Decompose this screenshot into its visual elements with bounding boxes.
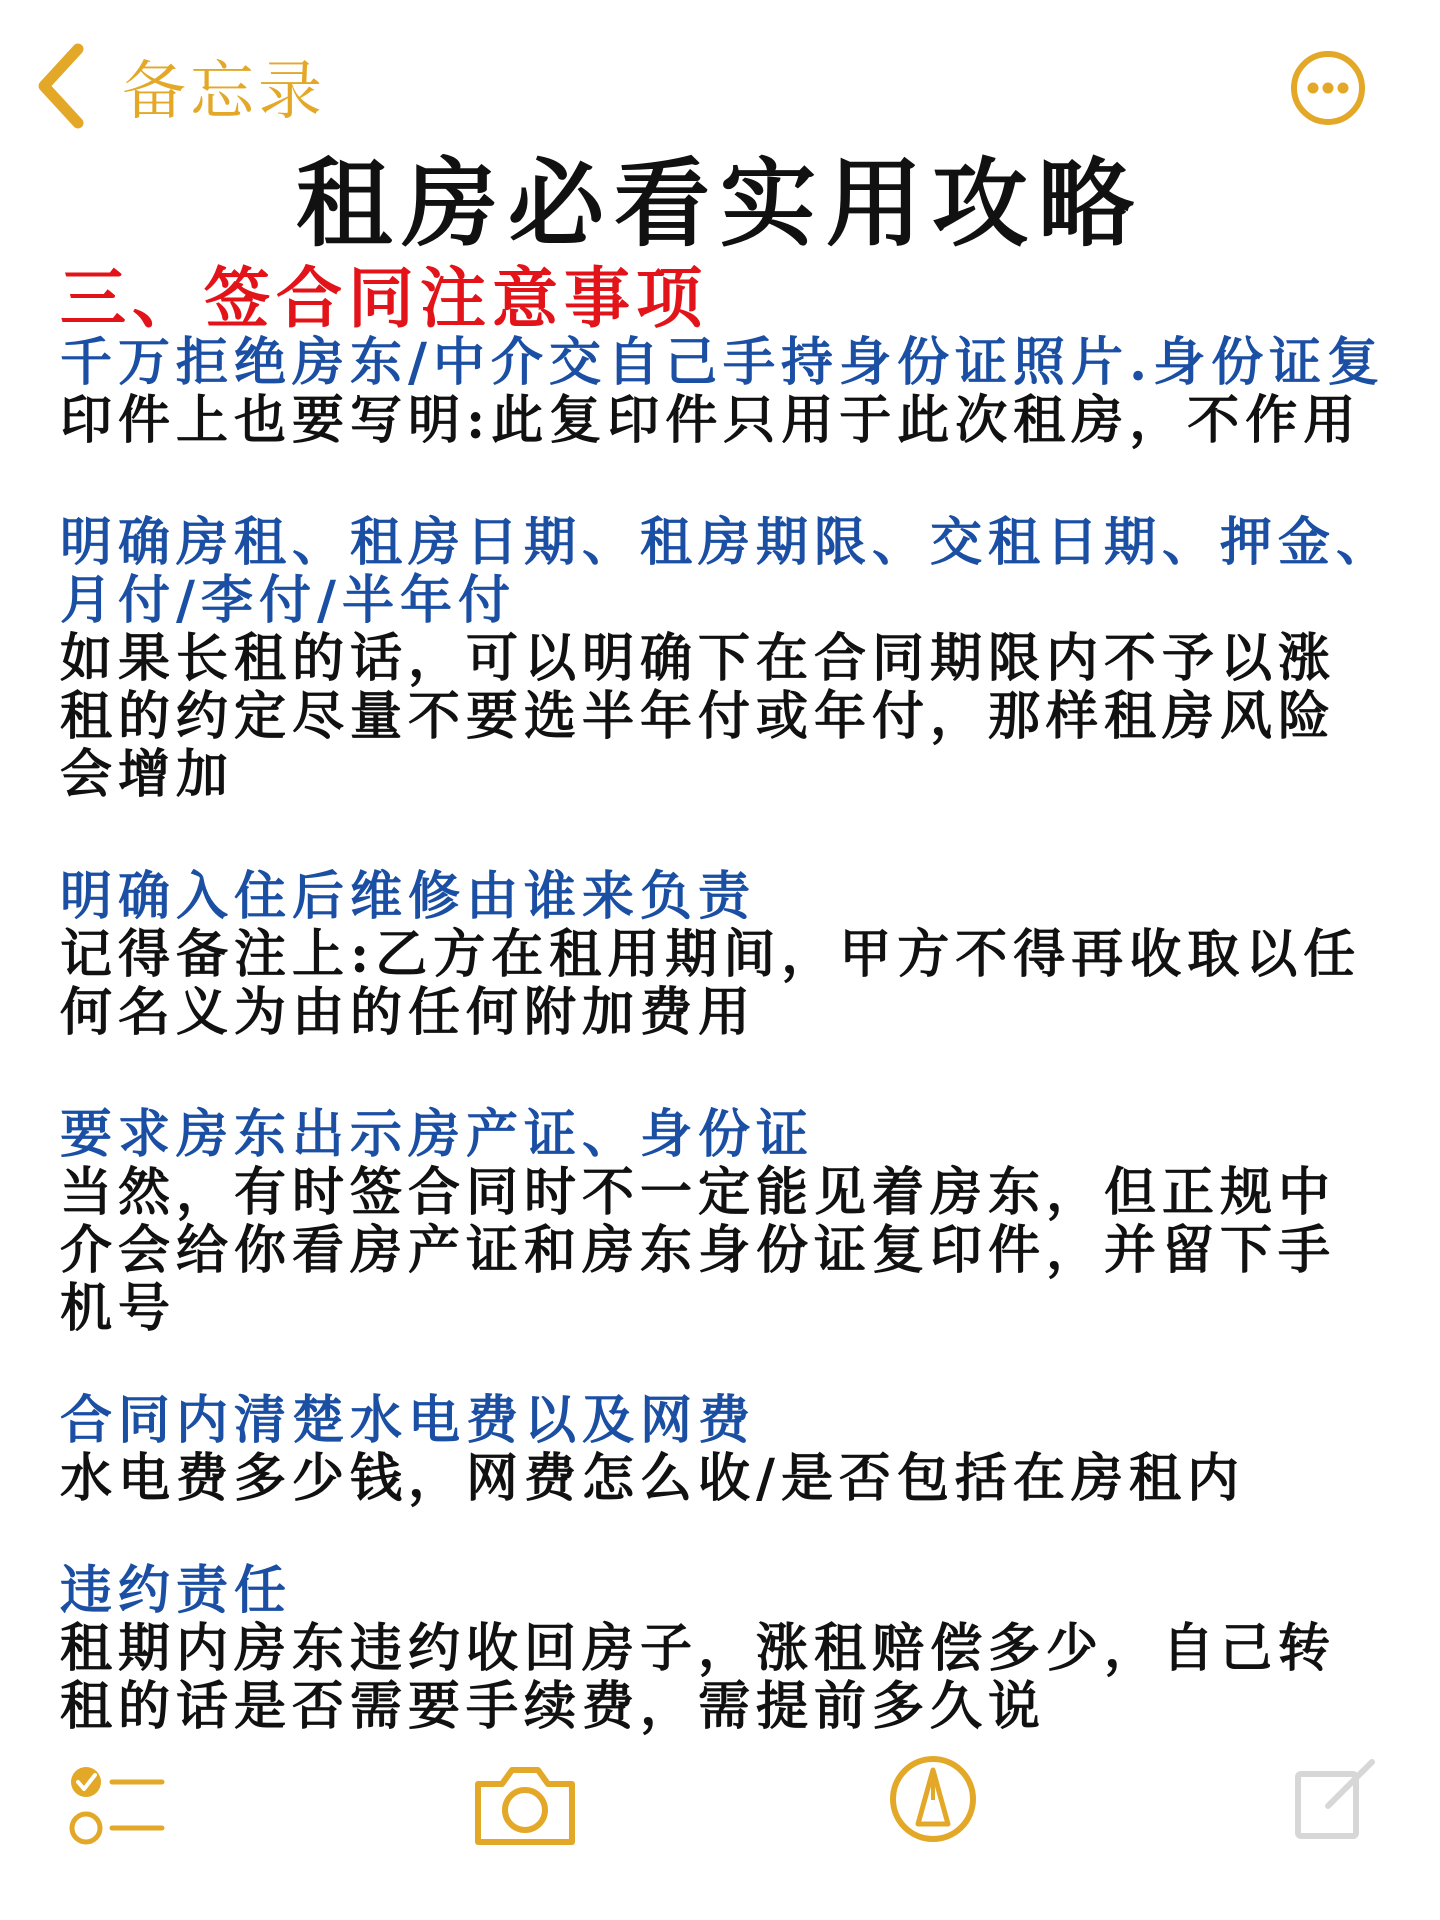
note-content[interactable] (60, 259, 1440, 1737)
block-body-line: 介会给你看房产证和房东身份证复印件，并留下手 (60, 1220, 1337, 1281)
note-blocks (60, 334, 1440, 1736)
ellipsis-circle-icon[interactable] (1290, 50, 1366, 126)
compose-icon[interactable] (1290, 1754, 1380, 1844)
block-heading-line: 违约责任 (60, 1560, 293, 1621)
block-body-line: 印件上也要写明:此复印件只用于此次租房，不作用 (60, 390, 1362, 451)
section-title: 三、签合同注意事项 (60, 259, 708, 337)
back-label: 备忘录 (122, 55, 326, 129)
block-heading-line: 要求房东出示房产证、身份证 (60, 1104, 815, 1165)
block-heading-line: 月付/李付/半年付 (60, 570, 516, 631)
block-heading-line: 合同内清楚水电费以及网费 (60, 1390, 757, 1451)
block-body-line: 租的话是否需要手续费，需提前多久说 (60, 1676, 1047, 1737)
note-block (60, 1106, 1440, 1338)
checklist-icon[interactable] (66, 1760, 166, 1850)
note-title: 租房必看实用攻略 (296, 147, 1144, 260)
block-body-line: 何名义为由的任何附加费用 (60, 982, 757, 1043)
camera-icon[interactable] (470, 1762, 580, 1848)
markup-pen-icon[interactable] (888, 1754, 978, 1844)
block-body-line: 租的约定尽量不要选半年付或年付，那样租房风险 (60, 686, 1337, 747)
block-body-line: 水电费多少钱，网费怎么收/是否包括在房租内 (60, 1448, 1245, 1509)
note-block (60, 868, 1440, 1042)
block-heading-line: 明确入住后维修由谁来负责 (60, 866, 757, 927)
block-heading-line: 千万拒绝房东/中介交自己手持身份证照片.身份证复 (60, 332, 1386, 393)
block-body-line: 会增加 (60, 744, 235, 805)
bottom-toolbar (0, 1740, 1440, 1880)
block-body-line: 记得备注上:乙方在租用期间，甲方不得再收取以任 (60, 924, 1362, 985)
block-body-line: 租期内房东违约收回房子，涨租赔偿多少，自己转 (60, 1618, 1337, 1679)
note-block (60, 514, 1440, 804)
note-block (60, 1392, 1440, 1508)
back-button[interactable] (32, 40, 326, 132)
chevron-left-icon (32, 41, 92, 131)
note-block (60, 1562, 1440, 1736)
block-body-line: 机号 (60, 1278, 177, 1339)
note-block (60, 334, 1440, 450)
block-body-line: 如果长租的话，可以明确下在合同期限内不予以涨 (60, 628, 1337, 689)
block-body-line: 当然，有时签合同时不一定能见着房东，但正规中 (60, 1162, 1337, 1223)
block-heading-line: 明确房租、租房日期、租房期限、交租日期、押金、 (60, 512, 1395, 573)
